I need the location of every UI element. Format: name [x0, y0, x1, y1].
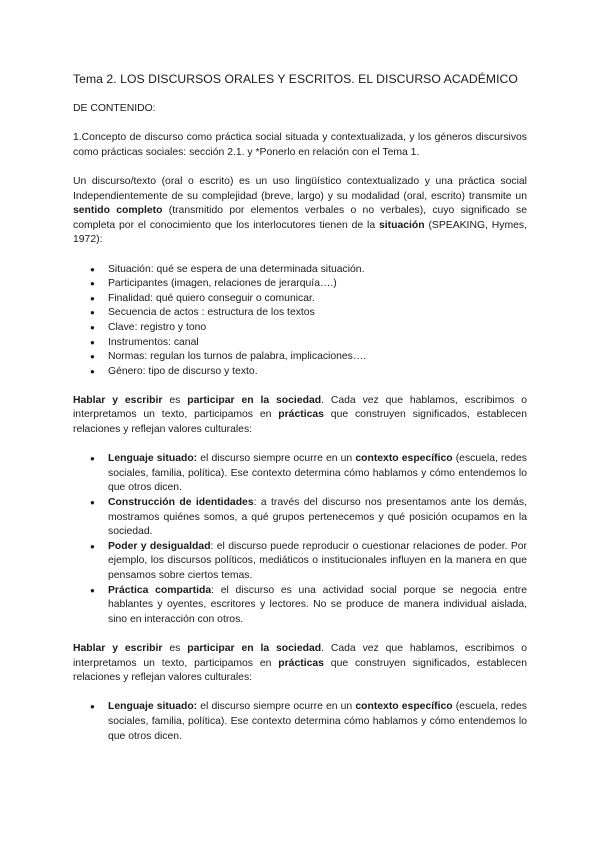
list-item: ● Participantes (imagen, relaciones de jerarquía….) [73, 277, 527, 292]
bullet-icon: ● [90, 541, 95, 551]
list-item: ● Finalidad: qué quiero conseguir o comunicar. [73, 292, 527, 307]
bullet-icon: ● [90, 337, 95, 347]
list-item: ● Práctica compartida: el discurso es una actividad social porque se negocia entre hablantes y oyentes, escritores y lectores. No se produce de manera individual aislada, sino en interacción con otros. [90, 584, 527, 625]
list-item: ● Secuencia de actos : estructura de los textos [73, 306, 527, 321]
hablar-paragraph: Hablar y escribir es participar en la sociedad. Cada vez que hablamos, escribimos o interpretamos un texto, participamos en prácticas que construyen significados, establecen relaciones y reflejan valores culturales: [73, 394, 528, 436]
intro-paragraph: Un discurso/texto (oral o escrito) es un uso lingüístico contextualizado y una práctica social Independientemente de su complejidad (breve, largo) y su modalidad (oral, escrito) transmite un sentido completo (transmitido por elementos verbales o no verbales), cuyo significado se completa por el conocimiento que los interlocutores tienen de la situación (SPEAKING, Hymes, 1972): [73, 175, 527, 246]
document-page [73, 72, 527, 744]
list-item: ● Clave: registro y tono [73, 321, 527, 336]
bullet-icon: ● [90, 498, 95, 508]
bullet-icon: ● [90, 702, 95, 712]
features-list [73, 452, 527, 627]
list-item: ● Normas: regulan los turnos de palabra, implicaciones…. [73, 350, 527, 365]
list-item: ● Género: tipo de discurso y texto. [73, 365, 527, 380]
list-item: ● Lenguaje situado: el discurso siempre ocurre en un contexto específico (escuela, redes sociales, familia, política). Ese contexto determina cómo hablamos y cómo entendemos lo que otros dicen. [90, 701, 527, 742]
features-list-repeat [73, 700, 527, 744]
bullet-icon: ● [90, 352, 95, 362]
list-item: ● Lenguaje situado: el discurso siempre ocurre en un contexto específico (escuela, redes sociales, familia, política). Ese contexto determina cómo hablamos y cómo entendemos lo que otros dicen. [90, 453, 527, 494]
list-item: ● Instrumentos: canal [73, 336, 527, 351]
list-item: ● Poder y desigualdad: el discurso puede reproducir o cuestionar relaciones de poder. Por ejemplo, los discursos políticos, mediáticos o institucionales influyen en la manera en que pensamos sobre ciertos temas. [90, 540, 528, 581]
bullet-icon: ● [90, 264, 95, 274]
point-1-paragraph: 1.Concepto de discurso como práctica social situada y contextualizada, y los géneros discursivos como prácticas sociales: sección 2.1. y *Ponerlo en relación con el Tema 1. [73, 132, 527, 158]
bullet-icon: ● [90, 308, 95, 318]
bullet-icon: ● [90, 279, 95, 289]
bullet-icon: ● [90, 366, 95, 376]
bullet-icon: ● [90, 454, 95, 464]
bullet-icon: ● [90, 322, 95, 332]
bullet-icon: ● [90, 585, 95, 595]
list-item: ● Construcción de identidades: a través del discurso nos presentamos ante los demás, mostramos quiénes somos, a qué grupos pertenecemos y qué posición ocupamos en la sociedad. [90, 497, 527, 538]
speaking-list [73, 263, 527, 380]
list-item: ● Situación: qué se espera de una determinada situación. [73, 263, 527, 278]
section-label: DE CONTENIDO: [73, 103, 156, 114]
hablar-paragraph-repeat: Hablar y escribir es participar en la sociedad. Cada vez que hablamos, escribimos o interpretamos un texto, participamos en prácticas que construyen significados, establecen relaciones y reflejan valores culturales: [73, 642, 528, 684]
page-title: Tema 2. LOS DISCURSOS ORALES Y ESCRITOS. EL DISCURSO ACADÉMICO [73, 72, 518, 86]
bullet-icon: ● [90, 293, 95, 303]
